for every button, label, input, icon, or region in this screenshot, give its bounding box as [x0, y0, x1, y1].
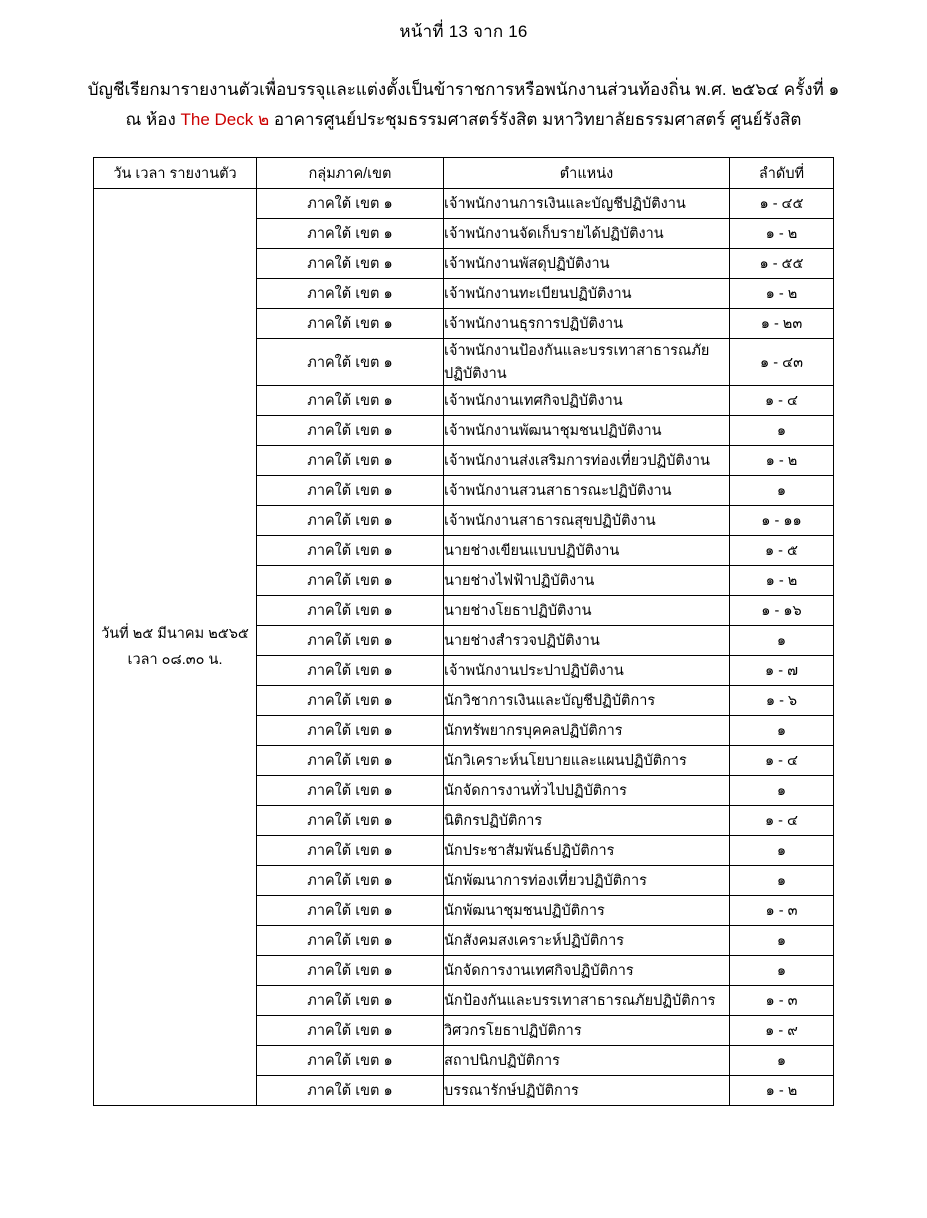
- cell-zone: ภาคใต้ เขต ๑: [257, 956, 444, 986]
- venue-prefix: ณ ห้อง: [125, 110, 181, 129]
- cell-position: วิศวกรโยธาปฏิบัติการ: [444, 1016, 730, 1046]
- cell-order: ๑ - ๙: [730, 1016, 834, 1046]
- cell-order: ๑: [730, 956, 834, 986]
- cell-order: ๑ - ๔: [730, 386, 834, 416]
- cell-zone: ภาคใต้ เขต ๑: [257, 279, 444, 309]
- cell-position: เจ้าพนักงานเทศกิจปฏิบัติงาน: [444, 386, 730, 416]
- title-line-2: [0, 105, 927, 135]
- cell-order: ๑ - ๔๕: [730, 189, 834, 219]
- table-header-row: [94, 158, 834, 189]
- cell-position: เจ้าพนักงานสาธารณสุขปฏิบัติงาน: [444, 506, 730, 536]
- cell-zone: ภาคใต้ เขต ๑: [257, 926, 444, 956]
- cell-zone: ภาคใต้ เขต ๑: [257, 219, 444, 249]
- cell-zone: ภาคใต้ เขต ๑: [257, 386, 444, 416]
- cell-zone: ภาคใต้ เขต ๑: [257, 506, 444, 536]
- cell-zone: ภาคใต้ เขต ๑: [257, 476, 444, 506]
- cell-position: เจ้าพนักงานจัดเก็บรายได้ปฏิบัติงาน: [444, 219, 730, 249]
- cell-order: ๑ - ๓: [730, 896, 834, 926]
- cell-order: ๑ - ๑๑: [730, 506, 834, 536]
- cell-order: ๑: [730, 776, 834, 806]
- document-page: [0, 18, 927, 1218]
- cell-zone: ภาคใต้ เขต ๑: [257, 776, 444, 806]
- cell-order: ๑ - ๒: [730, 279, 834, 309]
- cell-order: ๑: [730, 626, 834, 656]
- cell-position: นักสังคมสงเคราะห์ปฏิบัติการ: [444, 926, 730, 956]
- cell-position: นายช่างไฟฟ้าปฏิบัติงาน: [444, 566, 730, 596]
- cell-position: บรรณารักษ์ปฏิบัติการ: [444, 1076, 730, 1106]
- cell-order: ๑: [730, 716, 834, 746]
- cell-zone: ภาคใต้ เขต ๑: [257, 189, 444, 219]
- report-datetime-cell: [94, 189, 257, 1106]
- cell-order: ๑ - ๒: [730, 1076, 834, 1106]
- cell-position: นักป้องกันและบรรเทาสาธารณภัยปฏิบัติการ: [444, 986, 730, 1016]
- column-header-datetime: วัน เวลา รายงานตัว: [94, 158, 257, 189]
- cell-zone: ภาคใต้ เขต ๑: [257, 536, 444, 566]
- cell-order: ๑ - ๓: [730, 986, 834, 1016]
- cell-order: ๑ - ๔: [730, 806, 834, 836]
- cell-zone: ภาคใต้ เขต ๑: [257, 416, 444, 446]
- cell-position: เจ้าพนักงานธุรการปฏิบัติงาน: [444, 309, 730, 339]
- cell-position: นักพัฒนาชุมชนปฏิบัติการ: [444, 896, 730, 926]
- cell-position: เจ้าพนักงานทะเบียนปฏิบัติงาน: [444, 279, 730, 309]
- cell-zone: ภาคใต้ เขต ๑: [257, 896, 444, 926]
- venue-room-name: The Deck ๒: [180, 110, 270, 129]
- cell-zone: ภาคใต้ เขต ๑: [257, 249, 444, 279]
- cell-zone: ภาคใต้ เขต ๑: [257, 596, 444, 626]
- column-header-position: ตำแหน่ง: [444, 158, 730, 189]
- cell-zone: ภาคใต้ เขต ๑: [257, 339, 444, 386]
- cell-position: เจ้าพนักงานประปาปฏิบัติงาน: [444, 656, 730, 686]
- cell-zone: ภาคใต้ เขต ๑: [257, 986, 444, 1016]
- cell-order: ๑ - ๑๖: [730, 596, 834, 626]
- cell-order: ๑ - ๒: [730, 566, 834, 596]
- cell-position: นักจัดการงานทั่วไปปฏิบัติการ: [444, 776, 730, 806]
- table-header: [94, 158, 834, 189]
- cell-order: ๑: [730, 1046, 834, 1076]
- title-line-1: บัญชีเรียกมารายงานตัวเพื่อบรรจุและแต่งตั้งเป็นข้าราชการหรือพนักงานส่วนท้องถิ่น พ.ศ. ๒๕๖๔ ครั้งที่ ๑: [87, 80, 840, 99]
- cell-order: ๑: [730, 866, 834, 896]
- cell-position: เจ้าพนักงานพัฒนาชุมชนปฏิบัติงาน: [444, 416, 730, 446]
- cell-zone: ภาคใต้ เขต ๑: [257, 716, 444, 746]
- cell-order: ๑ - ๒: [730, 446, 834, 476]
- cell-position: นักทรัพยากรบุคคลปฏิบัติการ: [444, 716, 730, 746]
- cell-order: ๑ - ๔: [730, 746, 834, 776]
- cell-position: นิติกรปฏิบัติการ: [444, 806, 730, 836]
- cell-position: นักพัฒนาการท่องเที่ยวปฏิบัติการ: [444, 866, 730, 896]
- cell-zone: ภาคใต้ เขต ๑: [257, 686, 444, 716]
- cell-order: ๑: [730, 926, 834, 956]
- cell-zone: ภาคใต้ เขต ๑: [257, 309, 444, 339]
- cell-zone: ภาคใต้ เขต ๑: [257, 566, 444, 596]
- cell-zone: ภาคใต้ เขต ๑: [257, 1046, 444, 1076]
- listing-table-wrapper: [0, 157, 927, 1106]
- cell-position: นักวิชาการเงินและบัญชีปฏิบัติการ: [444, 686, 730, 716]
- cell-order: ๑ - ๗: [730, 656, 834, 686]
- cell-zone: ภาคใต้ เขต ๑: [257, 656, 444, 686]
- cell-position: นักวิเคราะห์นโยบายและแผนปฏิบัติการ: [444, 746, 730, 776]
- cell-zone: ภาคใต้ เขต ๑: [257, 806, 444, 836]
- cell-order: ๑ - ๕๕: [730, 249, 834, 279]
- cell-position: เจ้าพนักงานการเงินและบัญชีปฏิบัติงาน: [444, 189, 730, 219]
- report-date: วันที่ ๒๕ มีนาคม ๒๕๖๕: [101, 626, 249, 642]
- cell-position: สถาปนิกปฏิบัติการ: [444, 1046, 730, 1076]
- cell-position: นักประชาสัมพันธ์ปฏิบัติการ: [444, 836, 730, 866]
- listing-table: [93, 157, 834, 1106]
- table-body: [94, 189, 834, 1106]
- cell-order: ๑: [730, 476, 834, 506]
- column-header-zone: กลุ่มภาค/เขต: [257, 158, 444, 189]
- cell-position: เจ้าพนักงานพัสดุปฏิบัติงาน: [444, 249, 730, 279]
- cell-position: นายช่างสำรวจปฏิบัติงาน: [444, 626, 730, 656]
- cell-position: นายช่างโยธาปฏิบัติงาน: [444, 596, 730, 626]
- cell-position: นักจัดการงานเทศกิจปฏิบัติการ: [444, 956, 730, 986]
- cell-order: ๑ - ๖: [730, 686, 834, 716]
- cell-order: ๑: [730, 836, 834, 866]
- cell-position: นายช่างเขียนแบบปฏิบัติงาน: [444, 536, 730, 566]
- report-time: เวลา ๐๘.๓๐ น.: [127, 652, 223, 668]
- cell-zone: ภาคใต้ เขต ๑: [257, 626, 444, 656]
- cell-zone: ภาคใต้ เขต ๑: [257, 446, 444, 476]
- cell-order: ๑ - ๔๓: [730, 339, 834, 386]
- cell-zone: ภาคใต้ เขต ๑: [257, 746, 444, 776]
- cell-zone: ภาคใต้ เขต ๑: [257, 836, 444, 866]
- cell-zone: ภาคใต้ เขต ๑: [257, 1076, 444, 1106]
- cell-zone: ภาคใต้ เขต ๑: [257, 866, 444, 896]
- venue-suffix: อาคารศูนย์ประชุมธรรมศาสตร์รังสิต มหาวิทยาลัยธรรมศาสตร์ ศูนย์รังสิต: [269, 110, 802, 129]
- cell-order: ๑ - ๒๓: [730, 309, 834, 339]
- document-title: [0, 75, 927, 135]
- column-header-order: ลำดับที่: [730, 158, 834, 189]
- cell-order: ๑ - ๒: [730, 219, 834, 249]
- cell-position: เจ้าพนักงานป้องกันและบรรเทาสาธารณภัยปฏิบัติงาน: [444, 339, 730, 386]
- cell-order: ๑: [730, 416, 834, 446]
- cell-position: เจ้าพนักงานส่งเสริมการท่องเที่ยวปฏิบัติงาน: [444, 446, 730, 476]
- table-row: [94, 189, 834, 219]
- cell-zone: ภาคใต้ เขต ๑: [257, 1016, 444, 1046]
- cell-position: เจ้าพนักงานสวนสาธารณะปฏิบัติงาน: [444, 476, 730, 506]
- cell-order: ๑ - ๕: [730, 536, 834, 566]
- page-number: หน้าที่ 13 จาก 16: [399, 22, 528, 41]
